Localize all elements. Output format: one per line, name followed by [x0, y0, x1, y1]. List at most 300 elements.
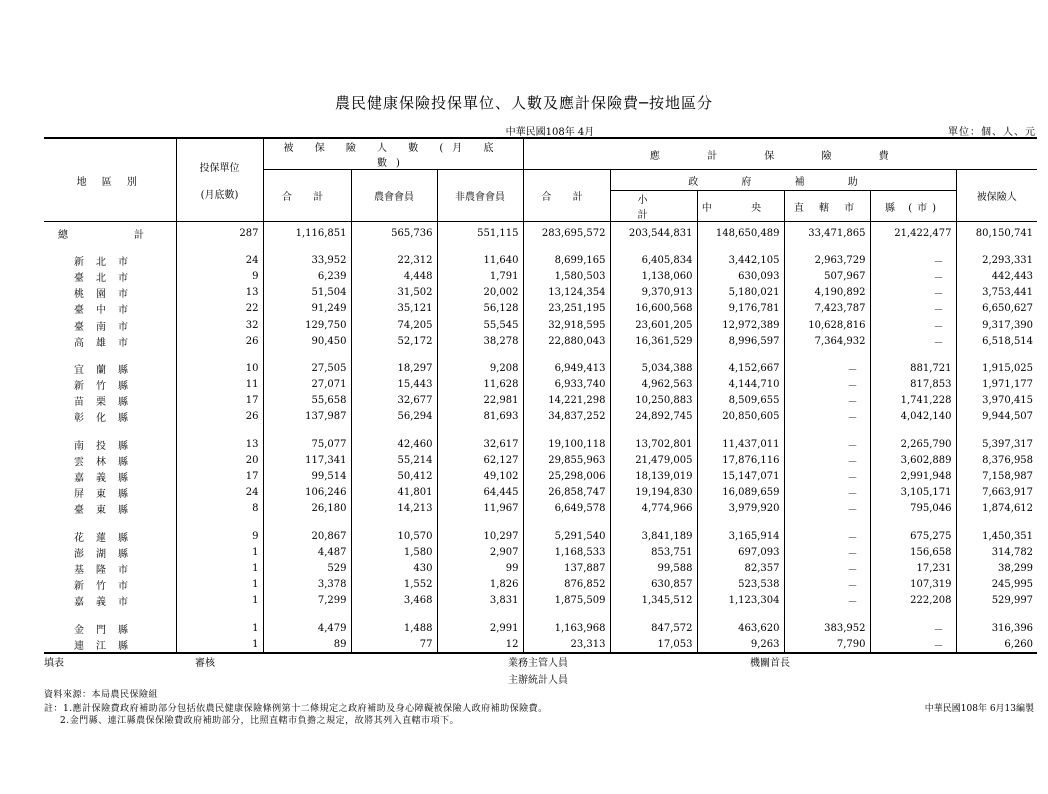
insured-pay-cell: 9,317,390 [956, 317, 1037, 333]
gov-subtotal-cell: 16,361,529 [610, 333, 697, 349]
ins-nonmember-cell: 12 [437, 636, 523, 653]
gov-subtotal-cell: 23,601,205 [610, 317, 697, 333]
gov-subtotal-cell: 203,544,831 [610, 222, 697, 242]
gov-municipal-cell: － [784, 409, 870, 425]
gov-subtotal-cell: 4,962,563 [610, 377, 697, 393]
spacer-cell [523, 517, 610, 528]
header-ins-nonmember: 非農會會員 [437, 170, 523, 222]
table-row [44, 468, 1037, 484]
insured-pay-cell: 316,396 [956, 620, 1037, 636]
gov-county-cell: 222,208 [870, 593, 956, 609]
region-cell: 花蓮縣 [74, 532, 140, 544]
spacer-cell [351, 425, 437, 436]
region-cell: 苗栗縣 [74, 397, 140, 409]
region-cell: 高雄市 [74, 337, 140, 349]
table-row [44, 333, 1037, 349]
region-cell: 桃園市 [74, 289, 140, 301]
gov-municipal-cell: － [784, 577, 870, 593]
ins-member-cell: 74,205 [351, 317, 437, 333]
spacer-cell [176, 425, 263, 436]
gov-central-cell: 148,650,489 [697, 222, 784, 242]
group-spacer [44, 517, 1037, 528]
sig-supervisor: 業務主管人員 [508, 658, 568, 669]
spacer-cell [176, 349, 263, 360]
gov-subtotal-cell: 1,345,512 [610, 593, 697, 609]
units-cell: 26 [176, 333, 263, 349]
units-cell: 17 [176, 468, 263, 484]
insured-pay-cell: 1,874,612 [956, 501, 1037, 517]
gov-central-cell: 4,144,710 [697, 377, 784, 393]
header-insured-pay: 被保險人 [956, 170, 1037, 222]
spacer-cell [610, 349, 697, 360]
ins-nonmember-cell: 1,826 [437, 577, 523, 593]
ins-member-cell: 10,570 [351, 528, 437, 544]
spacer-cell [956, 241, 1037, 252]
insured-pay-cell: 442,443 [956, 268, 1037, 284]
insured-pay-cell: 80,150,741 [956, 222, 1037, 242]
table-row [44, 377, 1037, 393]
spacer-cell [784, 241, 870, 252]
table-row [44, 544, 1037, 560]
units-cell: 13 [176, 285, 263, 301]
region-cell: 嘉義市 [74, 597, 140, 609]
ins-member-cell: 56,294 [351, 409, 437, 425]
insured-pay-cell: 6,518,514 [956, 333, 1037, 349]
header-gov-group: 政 府 補 助 [610, 170, 956, 191]
insured-pay-cell: 6,260 [956, 636, 1037, 653]
spacer-cell [610, 241, 697, 252]
table-row [44, 409, 1037, 425]
ins-nonmember-cell: 99 [437, 560, 523, 576]
gov-county-cell: 21,422,477 [870, 222, 956, 242]
ins-nonmember-cell: 9,208 [437, 360, 523, 376]
ins-nonmember-cell: 49,102 [437, 468, 523, 484]
gov-central-cell: 5,180,021 [697, 285, 784, 301]
prem-total-cell: 876,852 [523, 577, 610, 593]
gov-subtotal-cell: 5,034,388 [610, 360, 697, 376]
gov-county-cell: 1,741,228 [870, 393, 956, 409]
ins-nonmember-cell: 2,991 [437, 620, 523, 636]
sig-stats-officer: 主辦統計人員 [508, 675, 568, 686]
table-row [44, 501, 1037, 517]
gov-county-cell: 675,275 [870, 528, 956, 544]
gov-county-cell: 817,853 [870, 377, 956, 393]
header-region: 地 區 別 [44, 138, 176, 222]
spacer-cell [870, 609, 956, 620]
gov-county-cell: 156,658 [870, 544, 956, 560]
unit-label: 單位：個、人、元 [948, 127, 1036, 138]
gov-subtotal-cell: 9,370,913 [610, 285, 697, 301]
gov-subtotal-cell: 18,139,019 [610, 468, 697, 484]
spacer-cell [523, 609, 610, 620]
ins-member-cell: 32,677 [351, 393, 437, 409]
gov-subtotal-cell: 847,572 [610, 620, 697, 636]
spacer-cell [610, 517, 697, 528]
spacer-cell [176, 517, 263, 528]
prem-total-cell: 22,880,043 [523, 333, 610, 349]
group-spacer [44, 241, 1037, 252]
ins-nonmember-cell: 55,545 [437, 317, 523, 333]
ins-member-cell: 77 [351, 636, 437, 653]
gov-municipal-cell: － [784, 436, 870, 452]
spacer-cell [437, 349, 523, 360]
gov-county-cell: － [870, 252, 956, 268]
insured-pay-cell: 1,915,025 [956, 360, 1037, 376]
ins-total-cell: 4,487 [263, 544, 351, 560]
header-units [176, 138, 263, 222]
spacer-cell [44, 517, 176, 528]
gov-county-cell: 795,046 [870, 501, 956, 517]
gov-subtotal-cell: 24,892,745 [610, 409, 697, 425]
prem-total-cell: 1,875,509 [523, 593, 610, 609]
units-cell: 287 [176, 222, 263, 242]
note-source: 資料來源：本局農民保險組 [44, 690, 159, 700]
prem-total-cell: 25,298,006 [523, 468, 610, 484]
header-gov-central: 中 央 [697, 191, 784, 222]
gov-subtotal-cell: 10,250,883 [610, 393, 697, 409]
gov-municipal-cell: 2,963,729 [784, 252, 870, 268]
units-cell: 1 [176, 620, 263, 636]
ins-total-cell: 27,505 [263, 360, 351, 376]
gov-subtotal-cell: 630,857 [610, 577, 697, 593]
header-gov-municipal: 直 轄 市 [784, 191, 870, 222]
gov-county-cell: － [870, 268, 956, 284]
gov-county-cell: 4,042,140 [870, 409, 956, 425]
spacer-cell [437, 517, 523, 528]
gov-central-cell: 1,123,304 [697, 593, 784, 609]
gov-county-cell: 881,721 [870, 360, 956, 376]
ins-nonmember-cell: 551,115 [437, 222, 523, 242]
spacer-cell [263, 517, 351, 528]
header-ins-member: 農會會員 [351, 170, 437, 222]
spacer-cell [351, 241, 437, 252]
ins-member-cell: 15,443 [351, 377, 437, 393]
gov-municipal-cell: 507,967 [784, 268, 870, 284]
statistics-table [44, 137, 1037, 654]
ins-total-cell: 4,479 [263, 620, 351, 636]
table-row [44, 252, 1037, 268]
units-cell: 1 [176, 593, 263, 609]
ins-member-cell: 18,297 [351, 360, 437, 376]
gov-subtotal-cell: 1,138,060 [610, 268, 697, 284]
gov-municipal-cell: － [784, 393, 870, 409]
region-cell: 金門縣 [74, 624, 140, 636]
ins-member-cell: 35,121 [351, 301, 437, 317]
spacer-cell [610, 609, 697, 620]
region-cell: 臺北市 [74, 272, 140, 284]
prem-total-cell: 283,695,572 [523, 222, 610, 242]
ins-total-cell: 90,450 [263, 333, 351, 349]
region-cell: 南投縣 [74, 440, 140, 452]
units-cell: 13 [176, 436, 263, 452]
ins-total-cell: 91,249 [263, 301, 351, 317]
prem-total-cell: 23,251,195 [523, 301, 610, 317]
ins-nonmember-cell: 64,445 [437, 485, 523, 501]
spacer-cell [870, 425, 956, 436]
gov-municipal-cell: 7,423,787 [784, 301, 870, 317]
region-cell: 臺南市 [74, 321, 140, 333]
prem-total-cell: 19,100,118 [523, 436, 610, 452]
spacer-cell [44, 349, 176, 360]
gov-municipal-cell: － [784, 560, 870, 576]
ins-nonmember-cell: 11,628 [437, 377, 523, 393]
compiled-date: 中華民國108年 6月13編製 [924, 704, 1034, 714]
spacer-cell [697, 349, 784, 360]
prem-total-cell: 13,124,354 [523, 285, 610, 301]
ins-total-cell: 20,867 [263, 528, 351, 544]
gov-municipal-cell: 33,471,865 [784, 222, 870, 242]
group-spacer [44, 609, 1037, 620]
ins-nonmember-cell: 20,002 [437, 285, 523, 301]
prem-total-cell: 5,291,540 [523, 528, 610, 544]
spacer-cell [351, 609, 437, 620]
region-cell: 新北市 [74, 256, 140, 268]
ins-total-cell: 106,246 [263, 485, 351, 501]
ins-total-cell: 7,299 [263, 593, 351, 609]
spacer-cell [437, 425, 523, 436]
gov-central-cell: 12,972,389 [697, 317, 784, 333]
gov-subtotal-cell: 19,194,830 [610, 485, 697, 501]
ins-total-cell: 6,239 [263, 268, 351, 284]
ins-member-cell: 1,552 [351, 577, 437, 593]
prem-total-cell: 8,699,165 [523, 252, 610, 268]
sig-reviewed: 審核 [195, 658, 215, 669]
table-row [44, 436, 1037, 452]
spacer-cell [437, 241, 523, 252]
gov-municipal-cell: － [784, 593, 870, 609]
ins-member-cell: 14,213 [351, 501, 437, 517]
region-cell: 澎湖縣 [74, 548, 140, 560]
insured-pay-cell: 245,995 [956, 577, 1037, 593]
region-cell: 宜蘭縣 [74, 364, 140, 376]
gov-central-cell: 8,509,655 [697, 393, 784, 409]
region-cell: 新竹市 [74, 581, 140, 593]
units-cell: 1 [176, 636, 263, 653]
spacer-cell [176, 241, 263, 252]
gov-municipal-cell: － [784, 452, 870, 468]
ins-total-cell: 33,952 [263, 252, 351, 268]
gov-municipal-cell: － [784, 468, 870, 484]
gov-subtotal-cell: 21,479,005 [610, 452, 697, 468]
units-cell: 26 [176, 409, 263, 425]
prem-total-cell: 1,168,533 [523, 544, 610, 560]
insured-pay-cell: 38,299 [956, 560, 1037, 576]
table-row [44, 301, 1037, 317]
ins-member-cell: 1,580 [351, 544, 437, 560]
ins-member-cell: 50,412 [351, 468, 437, 484]
ins-nonmember-cell: 10,297 [437, 528, 523, 544]
gov-central-cell: 9,263 [697, 636, 784, 653]
prem-total-cell: 137,887 [523, 560, 610, 576]
sig-head: 機關首長 [750, 658, 790, 669]
table-row [44, 285, 1037, 301]
table-row [44, 452, 1037, 468]
insured-pay-cell: 1,450,351 [956, 528, 1037, 544]
gov-central-cell: 3,442,105 [697, 252, 784, 268]
units-cell: 32 [176, 317, 263, 333]
region-cell: 臺中市 [74, 305, 140, 317]
gov-municipal-cell: － [784, 544, 870, 560]
units-cell: 9 [176, 268, 263, 284]
ins-total-cell: 51,504 [263, 285, 351, 301]
gov-county-cell: 17,231 [870, 560, 956, 576]
gov-county-cell: 3,602,889 [870, 452, 956, 468]
ins-member-cell: 55,214 [351, 452, 437, 468]
spacer-cell [263, 349, 351, 360]
ins-total-cell: 99,514 [263, 468, 351, 484]
ins-nonmember-cell: 2,907 [437, 544, 523, 560]
prem-total-cell: 6,933,740 [523, 377, 610, 393]
spacer-cell [610, 425, 697, 436]
gov-county-cell: － [870, 333, 956, 349]
gov-county-cell: － [870, 636, 956, 653]
spacer-cell [697, 609, 784, 620]
units-cell: 24 [176, 252, 263, 268]
ins-total-cell: 3,378 [263, 577, 351, 593]
ins-member-cell: 22,312 [351, 252, 437, 268]
insured-pay-cell: 314,782 [956, 544, 1037, 560]
units-cell: 17 [176, 393, 263, 409]
spacer-cell [870, 517, 956, 528]
spacer-cell [784, 609, 870, 620]
gov-municipal-cell: － [784, 377, 870, 393]
header-ins-total: 合 計 [263, 170, 351, 222]
prem-total-cell: 1,580,503 [523, 268, 610, 284]
region-cell: 新竹縣 [74, 381, 140, 393]
ins-total-cell: 529 [263, 560, 351, 576]
gov-municipal-cell: － [784, 501, 870, 517]
gov-subtotal-cell: 853,751 [610, 544, 697, 560]
units-cell: 20 [176, 452, 263, 468]
insured-pay-cell: 2,293,331 [956, 252, 1037, 268]
ins-total-cell: 89 [263, 636, 351, 653]
units-cell: 1 [176, 560, 263, 576]
group-spacer [44, 425, 1037, 436]
gov-central-cell: 17,876,116 [697, 452, 784, 468]
spacer-cell [956, 609, 1037, 620]
ins-member-cell: 3,468 [351, 593, 437, 609]
gov-central-cell: 15,147,071 [697, 468, 784, 484]
units-cell: 1 [176, 577, 263, 593]
gov-municipal-cell: － [784, 528, 870, 544]
spacer-cell [784, 517, 870, 528]
spacer-cell [176, 609, 263, 620]
insured-pay-cell: 5,397,317 [956, 436, 1037, 452]
header-prem-total: 合 計 [523, 170, 610, 222]
ins-total-cell: 1,116,851 [263, 222, 351, 242]
header-premium-group: 應 計 保 險 費 [523, 138, 1037, 170]
table-row [44, 360, 1037, 376]
gov-county-cell: － [870, 285, 956, 301]
gov-subtotal-cell: 6,405,834 [610, 252, 697, 268]
spacer-cell [697, 425, 784, 436]
spacer-cell [870, 349, 956, 360]
gov-county-cell: 2,265,790 [870, 436, 956, 452]
units-cell: 9 [176, 528, 263, 544]
ins-member-cell: 41,801 [351, 485, 437, 501]
table-row [44, 317, 1037, 333]
ins-nonmember-cell: 22,981 [437, 393, 523, 409]
gov-county-cell: － [870, 301, 956, 317]
ins-member-cell: 52,172 [351, 333, 437, 349]
gov-county-cell: 107,319 [870, 577, 956, 593]
ins-total-cell: 26,180 [263, 501, 351, 517]
sig-prepared: 填表 [44, 658, 64, 669]
units-cell: 22 [176, 301, 263, 317]
gov-subtotal-cell: 17,053 [610, 636, 697, 653]
gov-central-cell: 697,093 [697, 544, 784, 560]
ins-total-cell: 117,341 [263, 452, 351, 468]
note-1: 註：1.應計保險費政府補助部分包括依農民健康保險條例第十二條規定之政府補助及身心障礙被保險人政府補助保險費。 [44, 704, 548, 714]
header-gov-county: 縣 (市) [870, 191, 956, 222]
prem-total-cell: 34,837,252 [523, 409, 610, 425]
spacer-cell [523, 241, 610, 252]
gov-municipal-cell: 7,364,932 [784, 333, 870, 349]
report-title: 農民健康保險投保單位、人數及應計保險費─按地區分 [334, 94, 714, 112]
prem-total-cell: 23,313 [523, 636, 610, 653]
gov-central-cell: 16,089,659 [697, 485, 784, 501]
spacer-cell [351, 349, 437, 360]
ins-nonmember-cell: 56,128 [437, 301, 523, 317]
ins-member-cell: 31,502 [351, 285, 437, 301]
gov-county-cell: 3,105,171 [870, 485, 956, 501]
table-row [44, 528, 1037, 544]
gov-central-cell: 3,165,914 [697, 528, 784, 544]
gov-municipal-cell: － [784, 360, 870, 376]
ins-nonmember-cell: 38,278 [437, 333, 523, 349]
spacer-cell [351, 517, 437, 528]
gov-central-cell: 8,996,597 [697, 333, 784, 349]
units-cell: 8 [176, 501, 263, 517]
ins-nonmember-cell: 81,693 [437, 409, 523, 425]
ins-total-cell: 75,077 [263, 436, 351, 452]
gov-central-cell: 9,176,781 [697, 301, 784, 317]
ins-nonmember-cell: 62,127 [437, 452, 523, 468]
report-date: 中華民國108年 4月 [505, 127, 595, 138]
group-spacer [44, 349, 1037, 360]
table-row [44, 577, 1037, 593]
gov-subtotal-cell: 4,774,966 [610, 501, 697, 517]
spacer-cell [956, 517, 1037, 528]
ins-total-cell: 55,658 [263, 393, 351, 409]
prem-total-cell: 32,918,595 [523, 317, 610, 333]
spacer-cell [523, 349, 610, 360]
spacer-cell [523, 425, 610, 436]
header-insured-group: 被 保 險 人 數 (月 底 數) [263, 138, 523, 170]
spacer-cell [44, 425, 176, 436]
ins-member-cell: 4,448 [351, 268, 437, 284]
region-cell: 屏東縣 [74, 489, 140, 501]
spacer-cell [697, 517, 784, 528]
ins-member-cell: 42,460 [351, 436, 437, 452]
region-cell: 雲林縣 [74, 456, 140, 468]
ins-nonmember-cell: 3,831 [437, 593, 523, 609]
units-cell: 1 [176, 544, 263, 560]
gov-central-cell: 20,850,605 [697, 409, 784, 425]
region-cell: 連江縣 [44, 636, 176, 653]
region-cell: 基隆市 [74, 564, 140, 576]
units-cell: 24 [176, 485, 263, 501]
ins-total-cell: 137,987 [263, 409, 351, 425]
insured-pay-cell: 7,158,987 [956, 468, 1037, 484]
table-row [44, 393, 1037, 409]
region-cell: 臺東縣 [74, 505, 140, 517]
region-cell: 彰化縣 [74, 413, 140, 425]
ins-member-cell: 565,736 [351, 222, 437, 242]
header-gov-subtotal: 小 計 [610, 191, 697, 222]
table-body [44, 222, 1037, 654]
spacer-cell [263, 425, 351, 436]
